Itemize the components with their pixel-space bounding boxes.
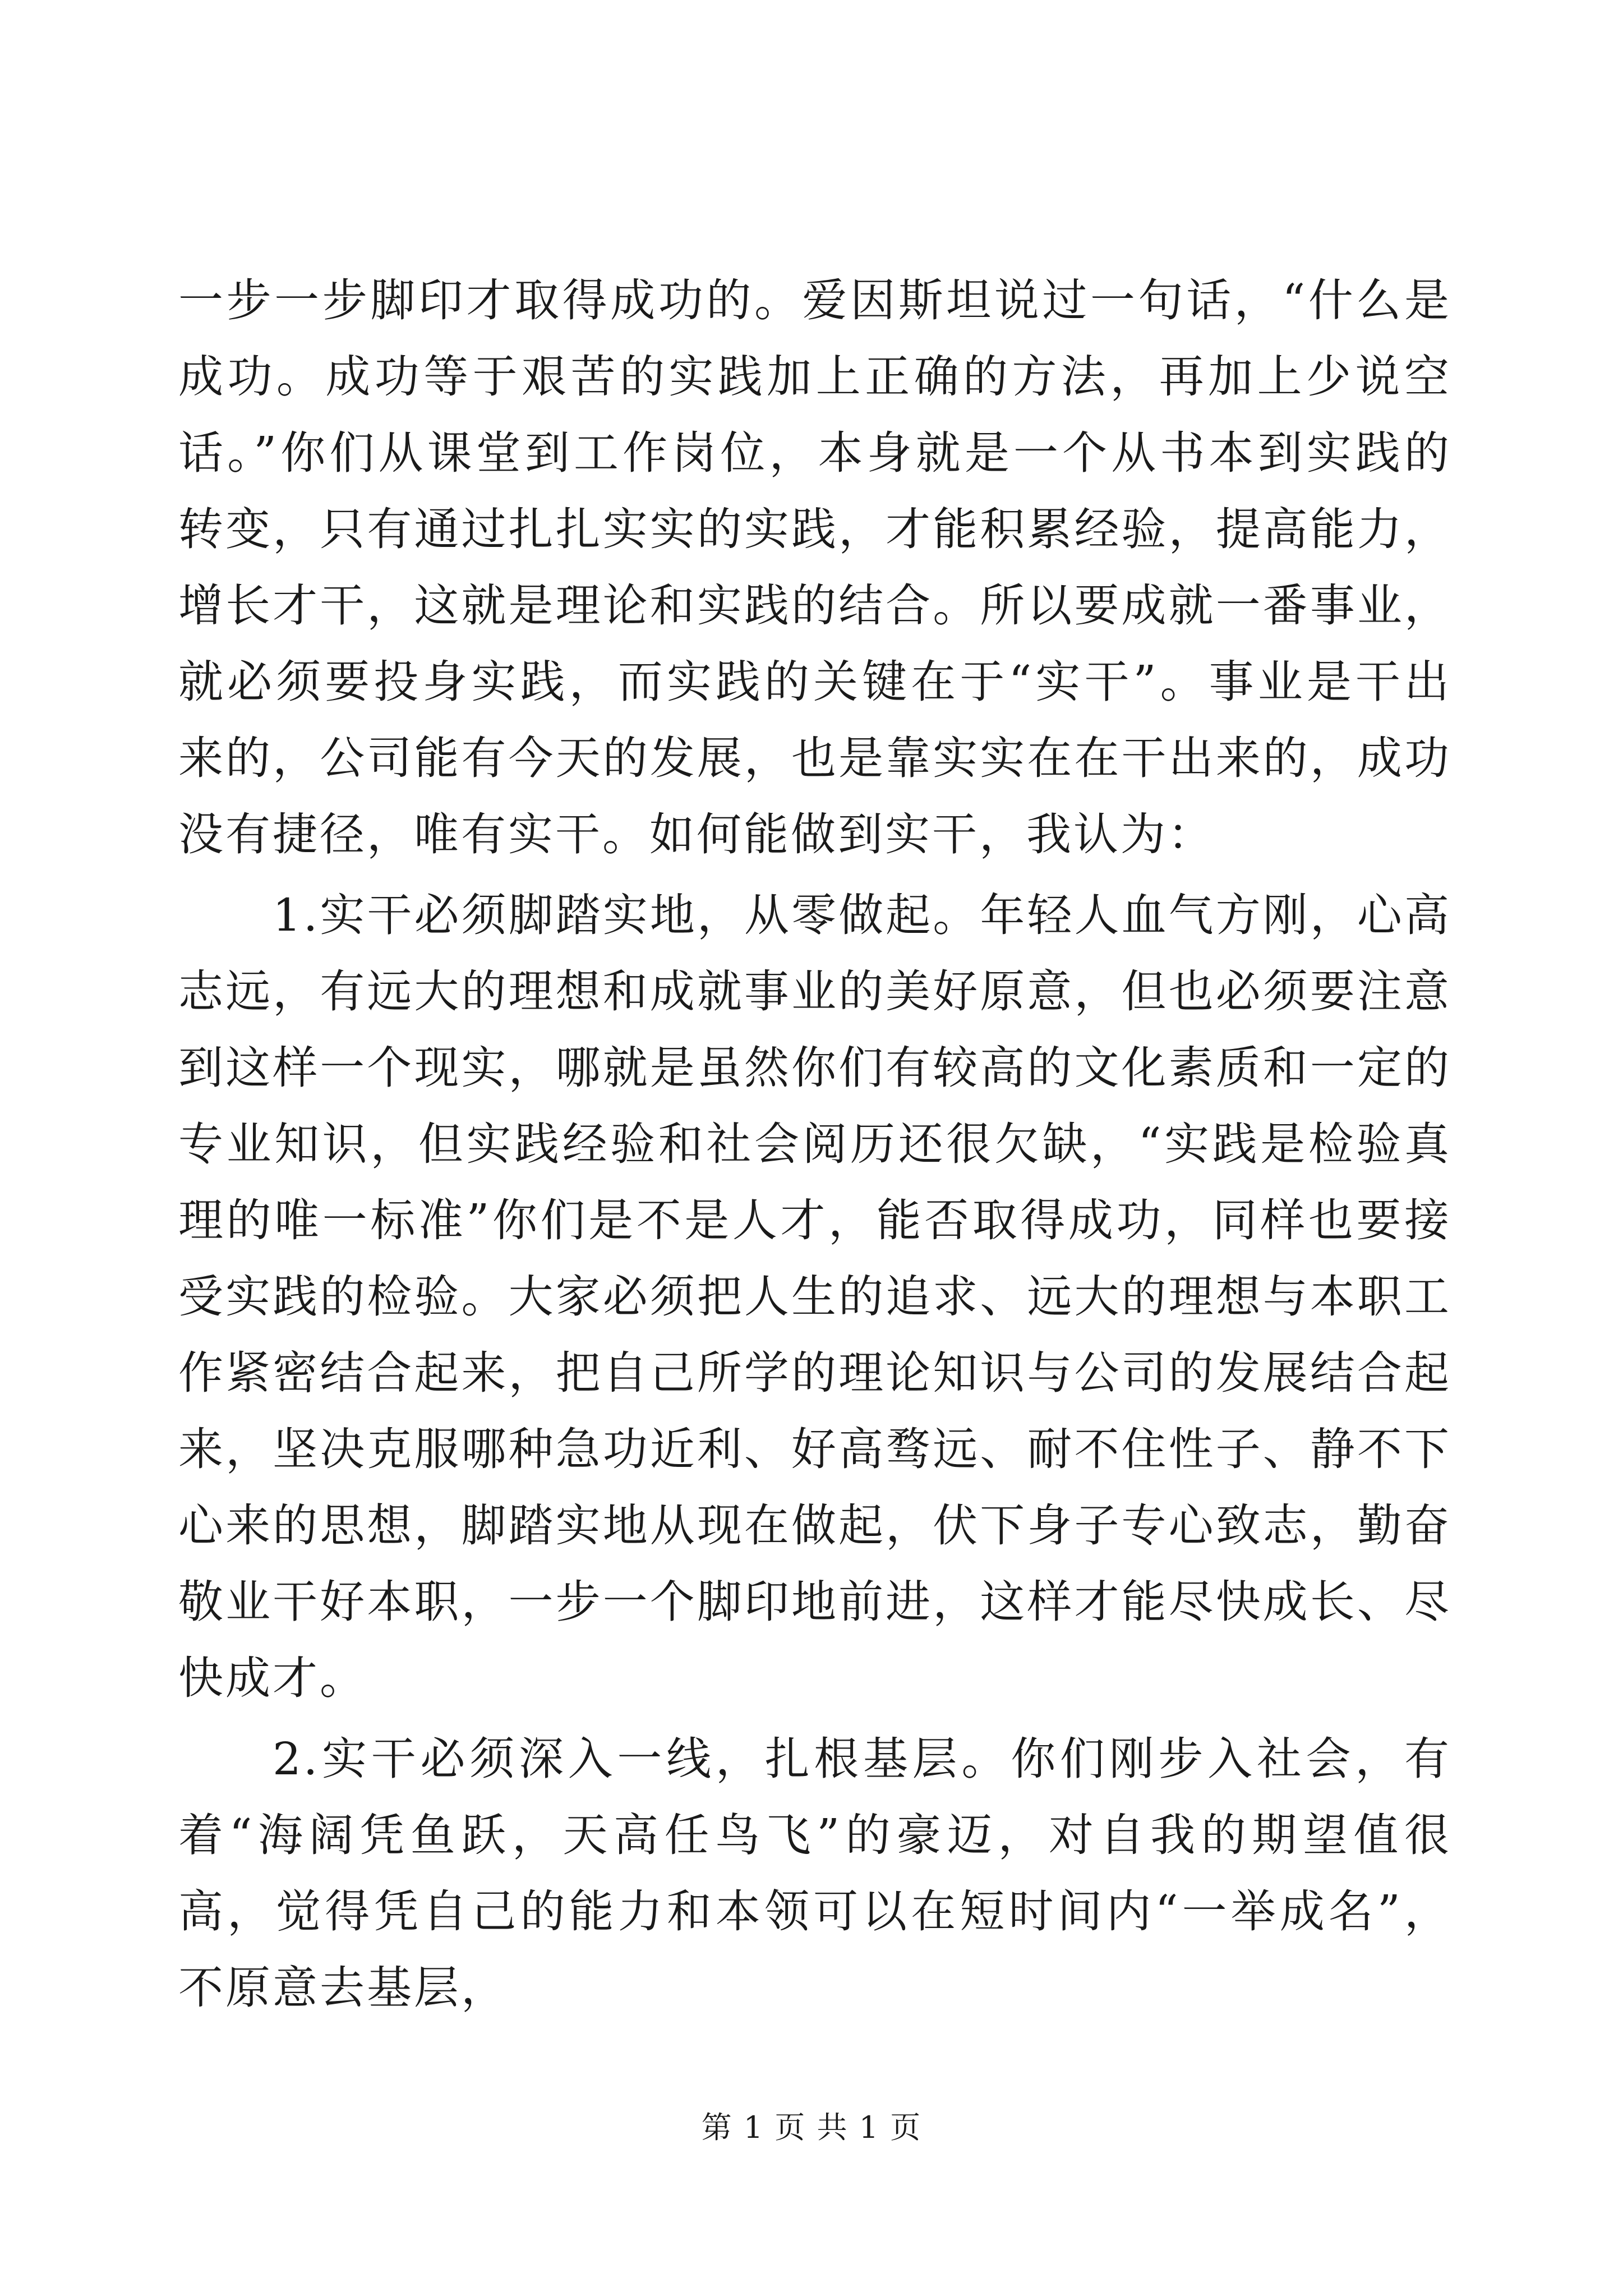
paragraph-1: 一步一步脚印才取得成功的。爱因斯坦说过一句话，“什么是成功。成功等于艰苦的实践加上正确的方法，再加上少说空话。”你们从课堂到工作岗位，本身就是一个从书本到实践的转变，只有通过扎扎实实的实践，才能积累经验，提高能力，增长才干，这就是理论和实践的结合。所以要成就一番事业，就必须要投身实践，而实践的关键在于“实干”。事业是干出来的，公司能有今天的发展，也是靠实实在在干出来的，成功没有捷径，唯有实干。如何能做到实干，我认为： [178,274,1451,861]
body-text [178,263,1451,2026]
page-footer: 第 1 页 共 1 页 [701,2110,922,2145]
paragraph-2: 1.实干必须脚踏实地，从零做起。年轻人血气方刚，心高志远，有远大的理想和成就事业的美好原意，但也必须要注意到这样一个现实，哪就是虽然你们有较高的文化素质和一定的专业知识，但实践经验和社会阅历还很欠缺，“实践是检验真理的唯一标准”你们是不是人才，能否取得成功，同样也要接受实践的检验。大家必须把人生的追求、远大的理想与本职工作紧密结合起来，把自己所学的理论知识与公司的发展结合起来，坚决克服哪种急功近利、好高骛远、耐不住性子、静不下心来的思想，脚踏实地从现在做起，伏下身子专心致志，勤奋敬业干好本职，一步一个脚印地前进，这样才能尽快成长、尽快成才。 [178,889,1451,1704]
paragraph-3: 2.实干必须深入一线，扎根基层。你们刚步入社会，有着“海阔凭鱼跃，天高任鸟飞”的豪迈，对自我的期望值很高，觉得凭自己的能力和本领可以在短时间内“一举成名”，不原意去基层， [178,1733,1451,2014]
